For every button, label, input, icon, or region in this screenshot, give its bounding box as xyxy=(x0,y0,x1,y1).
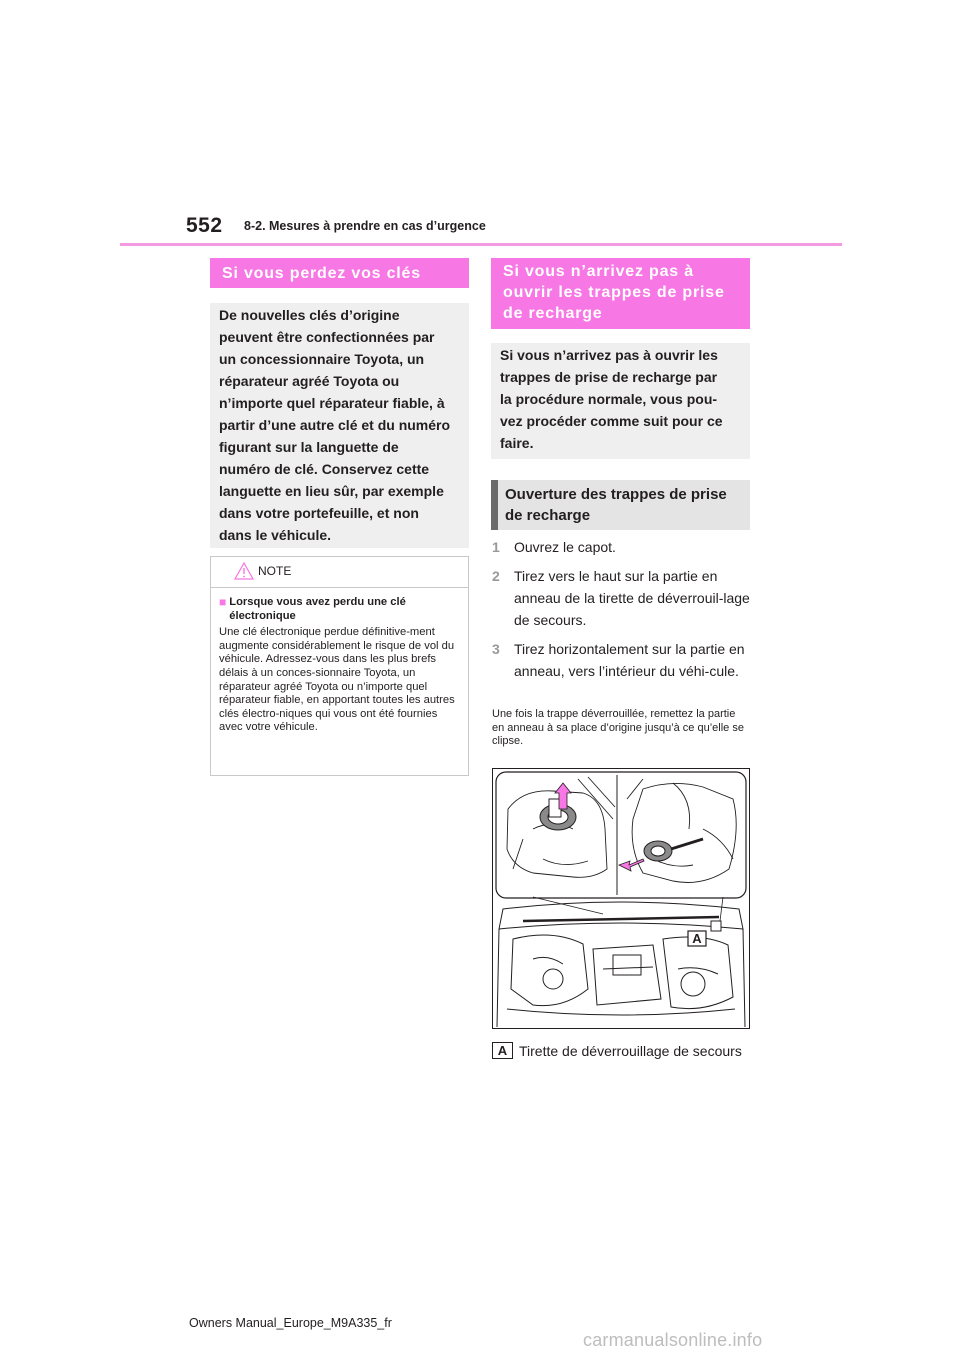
step-item xyxy=(492,638,750,682)
intro-line: figurant sur la languette de xyxy=(219,439,399,455)
intro-line: languette en lieu sûr, par exemple xyxy=(219,483,444,499)
figure-label-a: A xyxy=(692,931,702,946)
intro-line: Si vous n’arrivez pas à ouvrir les xyxy=(500,347,718,363)
intro-line: vez procéder comme suit pour ce xyxy=(500,413,723,429)
note-box xyxy=(210,556,469,776)
steps-list xyxy=(492,536,750,689)
intro-line: faire. xyxy=(500,435,534,451)
opening-subheading xyxy=(491,480,750,530)
step-text: Tirez vers le haut sur la partie en anneau de la tirette de déverrouil-lage de secours. xyxy=(514,568,750,628)
caption-text: Tirette de déverrouillage de secours xyxy=(519,1042,742,1059)
engine-bay-figure xyxy=(492,768,750,1029)
intro-line: De nouvelles clés d’origine xyxy=(219,307,400,323)
caption-label-badge: A xyxy=(492,1042,513,1059)
lost-keys-heading-text: Si vous perdez vos clés xyxy=(222,265,421,282)
document-id: Owners Manual_Europe_M9A335_fr xyxy=(189,1316,392,1330)
intro-line: numéro de clé. Conservez cette xyxy=(219,461,430,477)
warning-icon xyxy=(234,562,254,580)
release-handle-illustration xyxy=(493,769,749,1028)
intro-line: la procédure normale, vous pou- xyxy=(500,391,718,407)
intro-line: n’importe quel réparateur fiable, à xyxy=(219,395,445,411)
intro-line: réparateur agréé Toyota ou xyxy=(219,373,400,389)
header-divider xyxy=(120,243,842,246)
intro-line: trappes de prise de recharge par xyxy=(500,369,718,385)
note-item-body: Une clé électronique perdue définitive-ment augmente considérablement le risque de vol du véhicule. Adressez-vous dans les plus brefs délais à un conces-sionnaire Toyota, un réparateur agréé Toyota ou n’importe quel réparateur fiable, en apportant toutes les autres clés électro-niques qui vous ont été fournies avec votre véhicule. xyxy=(219,626,455,734)
note-label: NOTE xyxy=(258,564,292,578)
intro-line: partir d’une autre clé et du numéro xyxy=(219,417,451,433)
square-bullet-icon: ■ xyxy=(219,595,227,609)
step-number: 2 xyxy=(492,568,500,584)
intro-line: dans votre portefeuille, et non xyxy=(219,505,419,521)
intro-line: peuvent être confectionnées par xyxy=(219,329,435,345)
intro-line: un concessionnaire Toyota, un xyxy=(219,351,425,367)
section-title: 8-2. Mesures à prendre en cas d’urgence xyxy=(244,219,486,233)
charge-door-heading-text: Si vous n’arrivez pas à ouvrir les trappes de prise de recharge xyxy=(503,263,725,322)
note-item-title: Lorsque vous avez perdu une clé électronique xyxy=(229,596,406,622)
page-number: 552 xyxy=(186,214,223,237)
opening-subheading-text: Ouverture des trappes de prise de recharge xyxy=(505,486,727,524)
watermark: carmanualsonline.info xyxy=(583,1330,763,1350)
note-item xyxy=(211,588,468,735)
step-text: Ouvrez le capot. xyxy=(514,539,616,555)
charge-door-intro-box xyxy=(491,343,750,459)
intro-line: dans le véhicule. xyxy=(219,527,332,543)
step-item xyxy=(492,565,750,631)
lost-keys-intro-box xyxy=(210,303,469,548)
step-number: 1 xyxy=(492,539,500,555)
note-header xyxy=(211,557,468,588)
figure-caption xyxy=(492,1042,754,1059)
step-item xyxy=(492,536,750,558)
tip-text: Une fois la trappe déverrouillée, remettez la partie en anneau à sa place d’origine jusqu’à ce qu’elle se clipse. xyxy=(492,708,744,747)
lost-keys-heading xyxy=(210,258,469,288)
charge-door-heading xyxy=(491,258,750,329)
step-number: 3 xyxy=(492,641,500,657)
step-text: Tirez horizontalement sur la partie en anneau, vers l’intérieur du véhi-cule. xyxy=(514,641,745,679)
